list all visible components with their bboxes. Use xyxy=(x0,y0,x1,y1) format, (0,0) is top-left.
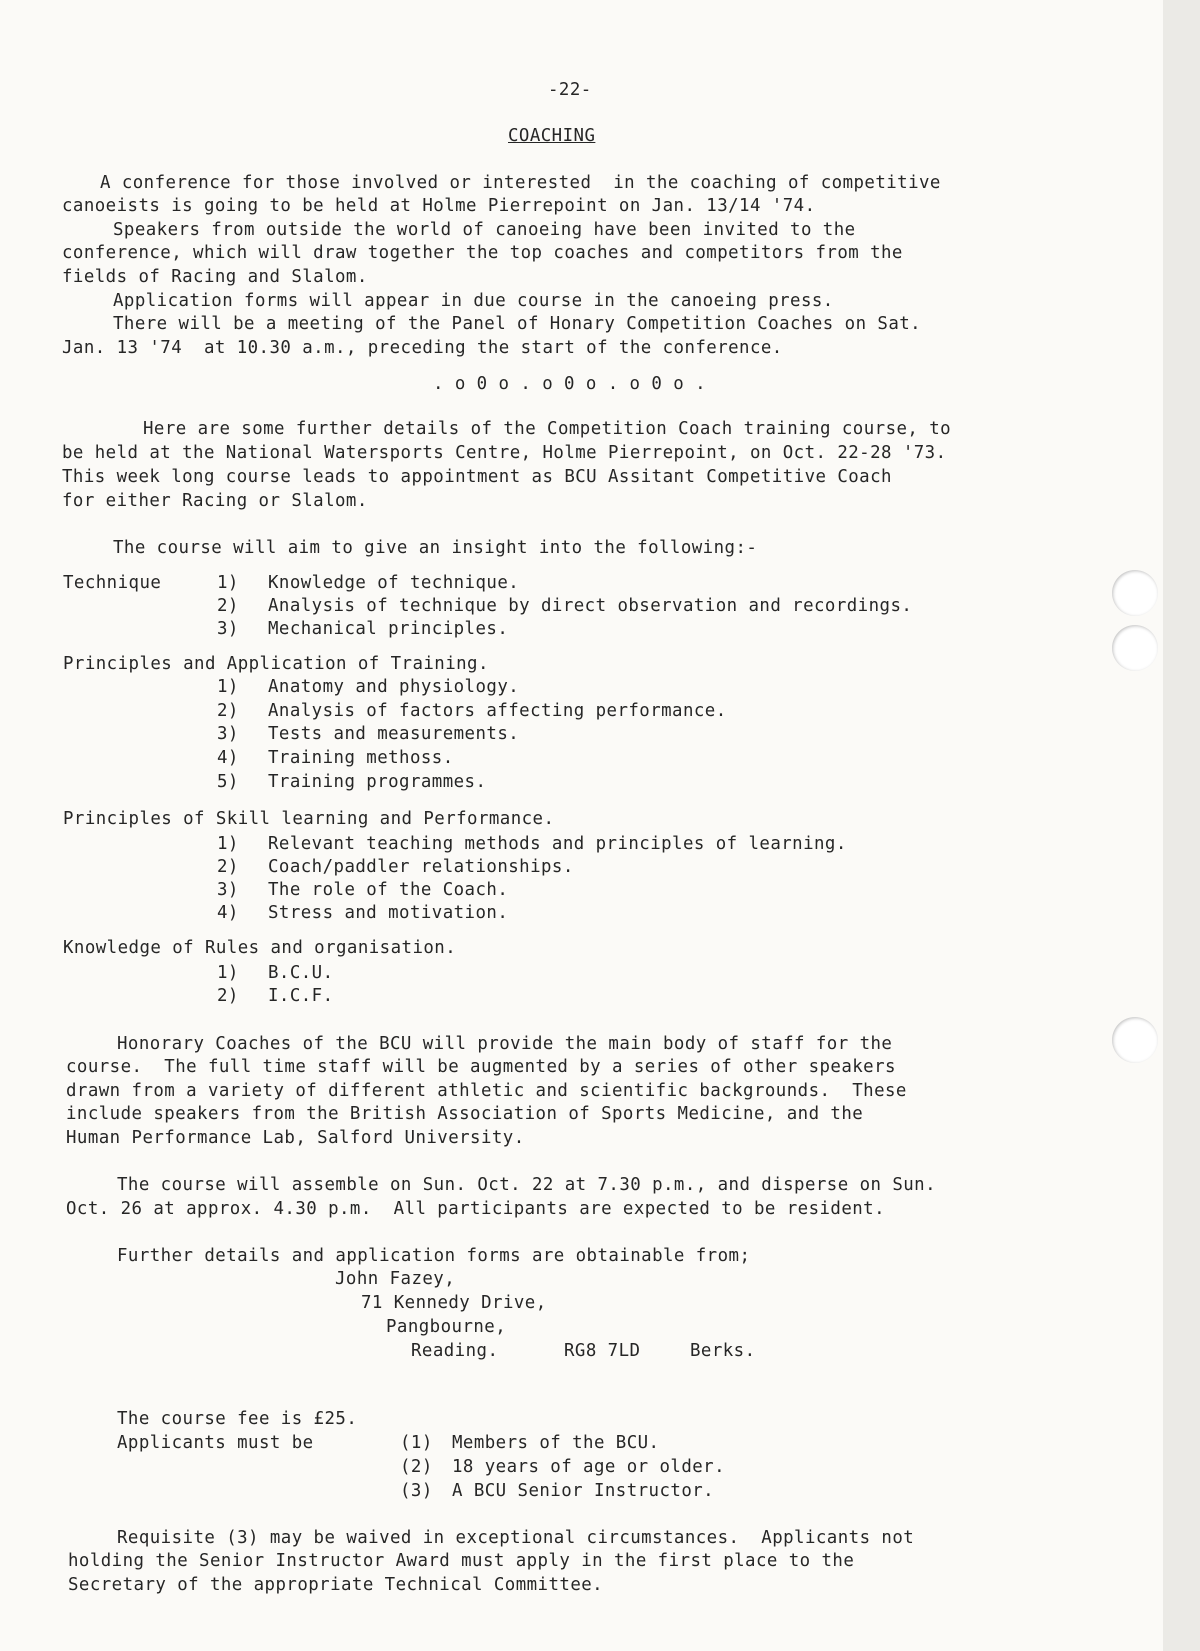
item-text: Training methoss. xyxy=(268,748,454,768)
item-text: Knowledge of technique. xyxy=(268,573,520,593)
item-number: 3) xyxy=(217,619,239,639)
course-intro-line: be held at the National Watersports Centre, Holme Pierrepoint, on Oct. 22-28 '73. xyxy=(62,443,947,463)
page-number: -22- xyxy=(548,80,592,100)
item-text: I.C.F. xyxy=(268,986,334,1006)
course-intro-line: Here are some further details of the Competition Coach training course, to xyxy=(143,419,952,439)
requirement-text: 18 years of age or older. xyxy=(452,1457,726,1477)
section-heading: Principles of Skill learning and Performance. xyxy=(63,809,555,829)
conference-line: Speakers from outside the world of canoeing have been invited to the xyxy=(113,220,856,240)
course-intro-line: for either Racing or Slalom. xyxy=(62,491,368,511)
item-number: 1) xyxy=(217,834,239,854)
item-text: The role of the Coach. xyxy=(268,880,509,900)
item-text: Coach/paddler relationships. xyxy=(268,857,574,877)
requirement-number: (3) xyxy=(400,1481,433,1501)
item-text: Training programmes. xyxy=(268,772,487,792)
staff-line: Honorary Coaches of the BCU will provide the main body of staff for the xyxy=(117,1034,893,1054)
item-number: 4) xyxy=(217,748,239,768)
item-text: Analysis of factors affecting performance. xyxy=(268,701,727,721)
address-county: Berks. xyxy=(690,1341,756,1361)
applicants-label: Applicants must be xyxy=(117,1433,314,1453)
item-number: 1) xyxy=(217,963,239,983)
conference-line: conference, which will draw together the top coaches and competitors from the xyxy=(62,243,903,263)
conference-line: A conference for those involved or interested in the coaching of competitive xyxy=(100,173,941,193)
requirement-number: (2) xyxy=(400,1457,433,1477)
page-edge xyxy=(1163,0,1200,1651)
punch-hole xyxy=(1112,570,1158,616)
item-text: Tests and measurements. xyxy=(268,724,520,744)
item-number: 3) xyxy=(217,724,239,744)
requisite-line: Requisite (3) may be waived in exceptional circumstances. Applicants not xyxy=(117,1528,915,1548)
conference-line: There will be a meeting of the Panel of Honary Competition Coaches on Sat. xyxy=(113,314,922,334)
item-number: 4) xyxy=(217,903,239,923)
punch-hole xyxy=(1112,1017,1158,1063)
staff-line: drawn from a variety of different athletic and scientific backgrounds. These xyxy=(66,1081,907,1101)
requirement-text: Members of the BCU. xyxy=(452,1433,660,1453)
conference-line: Jan. 13 '74 at 10.30 a.m., preceding the start of the conference. xyxy=(62,338,783,358)
staff-line: Human Performance Lab, Salford University. xyxy=(66,1128,525,1148)
item-number: 2) xyxy=(217,857,239,877)
assemble-line: The course will assemble on Sun. Oct. 22 at 7.30 p.m., and disperse on Sun. xyxy=(117,1175,937,1195)
conference-line: canoeists is going to be held at Holme Pierrepoint on Jan. 13/14 '74. xyxy=(62,196,816,216)
item-number: 2) xyxy=(217,596,239,616)
aim-intro: The course will aim to give an insight into the following:- xyxy=(113,538,758,558)
address-street: 71 Kennedy Drive, xyxy=(361,1293,547,1313)
assemble-line: Oct. 26 at approx. 4.30 p.m. All participants are expected to be resident. xyxy=(66,1199,886,1219)
item-text: Stress and motivation. xyxy=(268,903,509,923)
requisite-line: holding the Senior Instructor Award must apply in the first place to the xyxy=(68,1551,855,1571)
address-town: Pangbourne, xyxy=(386,1317,507,1337)
page-title: COACHING xyxy=(508,126,596,146)
requisite-line: Secretary of the appropriate Technical Committee. xyxy=(68,1575,604,1595)
address-postcode: RG8 7LD xyxy=(564,1341,641,1361)
item-number: 2) xyxy=(217,986,239,1006)
item-text: Anatomy and physiology. xyxy=(268,677,520,697)
requirement-number: (1) xyxy=(400,1433,433,1453)
item-text: Relevant teaching methods and principles of learning. xyxy=(268,834,847,854)
item-number: 3) xyxy=(217,880,239,900)
item-number: 1) xyxy=(217,677,239,697)
item-text: Analysis of technique by direct observation and recordings. xyxy=(268,596,913,616)
item-text: B.C.U. xyxy=(268,963,334,983)
address-city: Reading. xyxy=(411,1341,499,1361)
section-heading: Knowledge of Rules and organisation. xyxy=(63,938,457,958)
details-intro: Further details and application forms are obtainable from; xyxy=(117,1246,751,1266)
section-separator: . o 0 o . o 0 o . o 0 o . xyxy=(433,374,707,394)
course-intro-line: This week long course leads to appointment as BCU Assitant Competitive Coach xyxy=(62,467,892,487)
staff-line: course. The full time staff will be augmented by a series of other speakers xyxy=(66,1057,896,1077)
staff-line: include speakers from the British Association of Sports Medicine, and the xyxy=(66,1104,864,1124)
address-name: John Fazey, xyxy=(335,1269,456,1289)
section-heading: Technique xyxy=(63,573,162,593)
course-fee: The course fee is £25. xyxy=(117,1409,358,1429)
requirement-text: A BCU Senior Instructor. xyxy=(452,1481,715,1501)
item-number: 2) xyxy=(217,701,239,721)
punch-hole xyxy=(1112,625,1158,671)
item-number: 5) xyxy=(217,772,239,792)
item-number: 1) xyxy=(217,573,239,593)
conference-line: fields of Racing and Slalom. xyxy=(62,267,368,287)
item-text: Mechanical principles. xyxy=(268,619,509,639)
section-heading: Principles and Application of Training. xyxy=(63,654,489,674)
conference-line: Application forms will appear in due course in the canoeing press. xyxy=(113,291,834,311)
